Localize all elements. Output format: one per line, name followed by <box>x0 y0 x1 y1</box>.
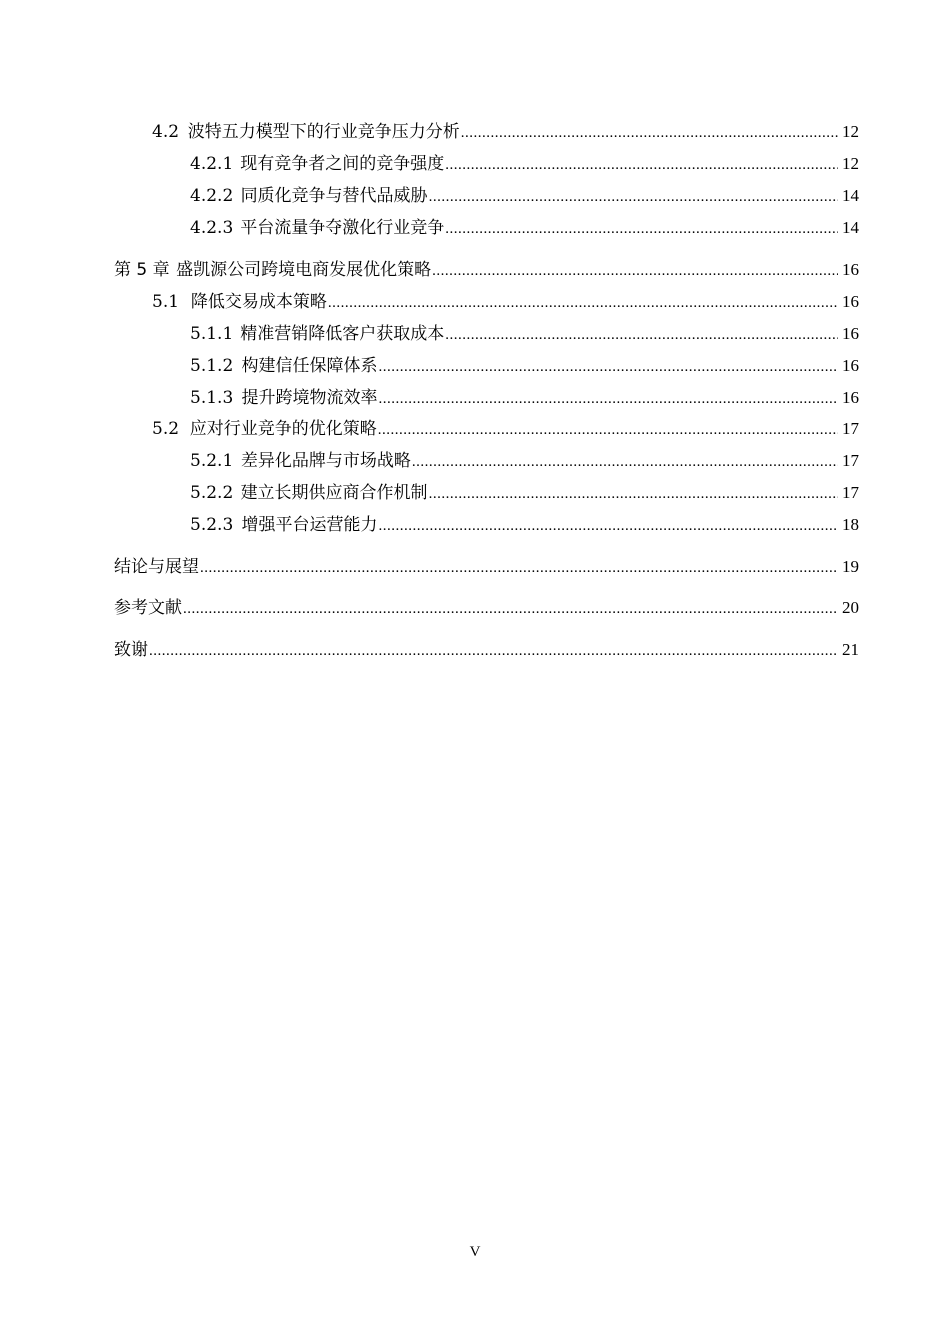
toc-entry-title: 参考文献 <box>114 598 182 618</box>
toc-entry-page: 16 <box>842 260 859 279</box>
toc-entry-title: 构建信任保障体系 <box>241 356 378 376</box>
toc-entry-number: 5.2.1 <box>190 451 234 471</box>
toc-entry[interactable] <box>190 481 859 505</box>
toc-entry-page: 19 <box>842 557 859 576</box>
toc-entry-page: 14 <box>842 218 859 237</box>
dot-leader <box>412 450 838 474</box>
dot-leader <box>378 514 838 538</box>
toc-entry[interactable] <box>152 290 859 314</box>
toc-entry-number: 4.2 <box>152 122 180 142</box>
toc-entry-number: 5.2.3 <box>190 515 234 535</box>
toc-entry-number: 4.2.2 <box>190 186 234 206</box>
toc-entry-page: 16 <box>842 388 859 407</box>
toc-entry-page: 18 <box>842 515 859 534</box>
toc-entry[interactable] <box>114 258 859 282</box>
toc-entry[interactable] <box>190 449 859 473</box>
dot-leader <box>429 185 838 209</box>
dot-leader <box>445 153 838 177</box>
toc-entry[interactable] <box>152 417 859 441</box>
toc-entry-page: 16 <box>842 292 859 311</box>
toc-entry-page: 20 <box>842 598 859 617</box>
toc-entry-title: 应对行业竞争的优化策略 <box>189 419 377 439</box>
toc-entry-page: 21 <box>842 640 859 659</box>
toc-entry[interactable] <box>190 322 859 346</box>
toc-entry-page: 12 <box>842 122 859 141</box>
toc-entry[interactable] <box>190 386 859 410</box>
toc-entry[interactable] <box>190 216 859 240</box>
toc-entry-title: 同质化竞争与替代品威胁 <box>240 186 428 206</box>
toc-entry-title: 降低交易成本策略 <box>190 292 327 312</box>
toc-entry-number: 5.1.1 <box>190 324 234 344</box>
toc-entry-title: 建立长期供应商合作机制 <box>240 483 428 503</box>
toc-entry-number: 5.2.2 <box>190 483 234 503</box>
toc-entry-page: 17 <box>842 483 859 502</box>
dot-leader <box>429 482 838 506</box>
toc-entry-title: 提升跨境物流效率 <box>241 388 378 408</box>
toc-entry[interactable] <box>114 638 859 662</box>
page-number: V <box>469 1244 481 1260</box>
toc-entry[interactable] <box>152 120 859 144</box>
toc-entry[interactable] <box>114 555 859 579</box>
dot-leader <box>328 291 838 315</box>
toc-entry-number: 5.2 <box>152 419 180 439</box>
toc-entry[interactable] <box>190 354 859 378</box>
toc-entry-title: 盛凯源公司跨境电商发展优化策略 <box>176 260 432 280</box>
dot-leader <box>149 639 838 663</box>
toc-entry-title: 致谢 <box>114 640 148 660</box>
toc-entry-title: 波特五力模型下的行业竞争压力分析 <box>187 122 460 142</box>
dot-leader <box>445 323 838 347</box>
toc-entry[interactable] <box>190 513 859 537</box>
dot-leader <box>378 355 838 379</box>
toc-entry-page: 17 <box>842 419 859 438</box>
toc-entry[interactable] <box>190 184 859 208</box>
dot-leader <box>183 597 838 621</box>
toc-entry[interactable] <box>190 152 859 176</box>
toc-entry-title: 结论与展望 <box>114 557 199 577</box>
toc-entry-page: 14 <box>842 186 859 205</box>
toc-entry-number: 5.1 <box>152 292 180 312</box>
toc-entry-title: 精准营销降低客户获取成本 <box>240 324 445 344</box>
dot-leader <box>200 556 838 580</box>
toc-entry-page: 16 <box>842 324 859 343</box>
dot-leader <box>432 259 838 283</box>
toc-entry-number: 5.1.3 <box>190 388 234 408</box>
dot-leader <box>378 387 838 411</box>
dot-leader <box>445 217 838 241</box>
toc-entry-number: 5.1.2 <box>190 356 234 376</box>
toc-entry-page: 16 <box>842 356 859 375</box>
toc-entry-title: 差异化品牌与市场战略 <box>240 451 411 471</box>
dot-leader <box>378 418 838 442</box>
toc-entry-title: 现有竞争者之间的竞争强度 <box>240 154 445 174</box>
toc-entry-page: 12 <box>842 154 859 173</box>
toc-entry[interactable] <box>114 596 859 620</box>
toc-entry-title: 增强平台运营能力 <box>241 515 378 535</box>
toc-entry-number: 4.2.1 <box>190 154 234 174</box>
toc-entry-number: 4.2.3 <box>190 218 234 238</box>
toc-entry-page: 17 <box>842 451 859 470</box>
dot-leader <box>461 121 838 145</box>
toc-entry-number: 第 5 章 <box>114 260 170 280</box>
toc-entry-title: 平台流量争夺激化行业竞争 <box>240 218 445 238</box>
